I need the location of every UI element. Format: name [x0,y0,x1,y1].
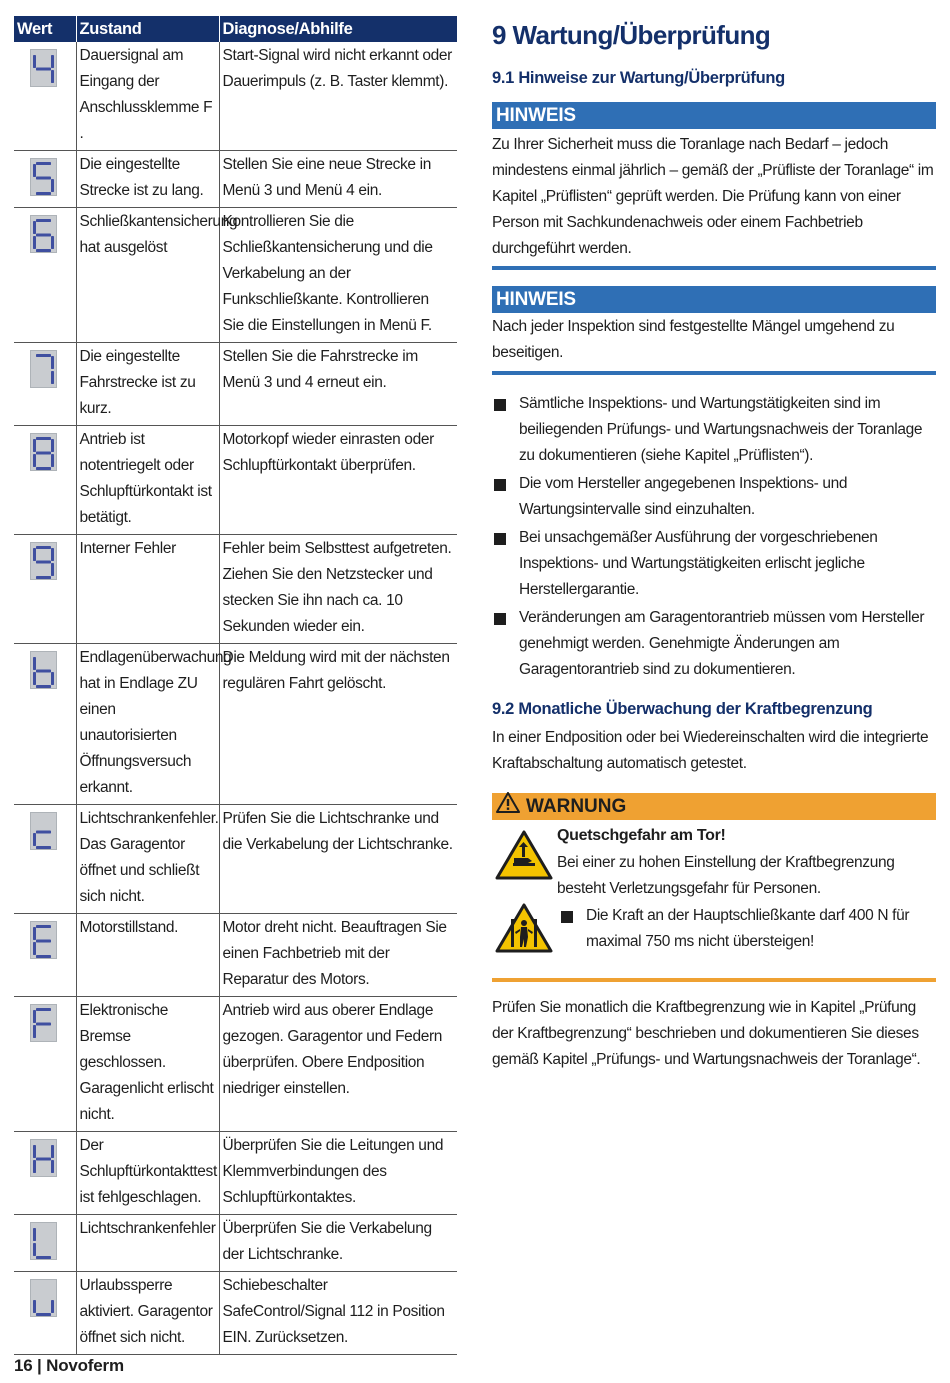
page-footer: 16 | Novoferm [14,1356,124,1375]
maintenance-bullet-list [492,391,932,683]
lcd-digit-icon [30,49,57,87]
cell-zustand: Lichtschrankenfehler [76,1215,219,1272]
cell-diagnose: Stellen Sie die Fahrstrecke im Menü 3 und 4 erneut ein. [219,343,457,426]
cell-zustand: Urlaubssperre aktiviert. Garagentor öffnet sich nicht. [76,1272,219,1355]
cell-diagnose: Kontrollieren Sie die Schließkantensicherung und die Verkabelung an der Funkschließkante. Kontrollieren Sie die Einstellungen in Menü F. [219,208,457,343]
bullet-text: Sämtliche Inspektions- und Wartungstätigkeiten sind im beiliegenden Prüfungs- und Wartungsnachweis der Toranlage zu dokumentieren (siehe Kapitel „Prüflisten“). [519,395,923,464]
table-row [14,914,457,997]
warning-header [492,793,936,820]
cell-diagnose: Überprüfen Sie die Verkabelung der Lichtschranke. [219,1215,457,1272]
table-row [14,151,457,208]
table-row [14,1272,457,1355]
column-header-wert: Wert [14,16,76,42]
paragraph-force-test: In einer Endposition oder bei Wiedereinschalten wird die integrierte Kraftabschaltung automatisch getestet. [492,729,929,772]
lcd-digit-icon [30,215,57,253]
lcd-digit-icon [30,1004,57,1042]
list-item [492,525,932,603]
table-row [14,343,457,426]
note-label: HINWEIS [492,102,936,129]
bullet-square-icon [494,613,506,625]
lcd-digit-icon [30,1139,57,1177]
paragraph-monthly-check: Prüfen Sie monatlich die Kraftbegrenzung wie in Kapitel „Prüfung der Kraftbegrenzung“ beschrieben und dokumentieren Sie dieses gemäß Kapitel „Prüfungs- und Wartungsnachweis der Toranlage“. [492,999,921,1068]
list-item [492,471,932,523]
warning-bullet-list [559,903,937,955]
table-row [14,805,457,914]
lcd-digit-icon [30,812,57,850]
note-label: HINWEIS [492,286,936,313]
bullet-square-icon [494,479,506,491]
table-row [14,1215,457,1272]
table-row [14,42,457,151]
note-text: Nach jeder Inspektion sind festgestellte Mängel umgehend zu beseitigen. [492,318,895,361]
cell-zustand: Interner Fehler [76,535,219,644]
warning-triangle-icon [496,792,520,821]
warning-body [492,820,936,978]
lcd-digit-icon [30,1222,57,1260]
maintenance-section [492,18,936,1073]
cell-wert [14,426,76,535]
cell-wert [14,208,76,343]
cell-zustand: Die eingestellte Strecke ist zu lang. [76,151,219,208]
note-divider [492,371,936,375]
fault-code-table-section [14,16,457,1355]
bullet-text: Bei unsachgemäßer Ausführung der vorgeschriebenen Inspektions- und Wartungstätigkeiten erlischt jegliche Herstellergarantie. [519,529,878,598]
cell-diagnose: Start-Signal wird nicht erkannt oder Dauerimpuls (z. B. Taster klemmt). [219,42,457,151]
table-body [14,42,457,1355]
cell-wert [14,343,76,426]
column-header-zustand: Zustand [76,16,219,42]
cell-wert [14,535,76,644]
note-text: Zu Ihrer Sicherheit muss die Toranlage nach Bedarf – jedoch mindestens einmal jährlich – gemäß der „Prüfliste der Toranlage“ im Kapitel „Prüflisten“ geprüft werden. Die Prüfung kann von einer Person mit Sachkundenachweis oder einem Fachbetrieb durchgeführt werden. [492,136,934,257]
cell-wert [14,805,76,914]
cell-wert [14,997,76,1132]
cell-diagnose: Stellen Sie eine neue Strecke in Menü 3 und Menü 4 ein. [219,151,457,208]
fault-code-table [14,16,457,1355]
cell-zustand: Motorstillstand. [76,914,219,997]
list-item [492,605,932,683]
warning-title: Quetschgefahr am Tor! [557,827,726,844]
cell-wert [14,42,76,151]
note-box-1 [492,102,936,270]
cell-diagnose: Schiebeschalter SafeControl/Signal 112 in Position EIN. Zurücksetzen. [219,1272,457,1355]
table-row [14,208,457,343]
bullet-square-icon [494,533,506,545]
table-row [14,535,457,644]
warning-label: WARNUNG [526,796,627,817]
bullet-square-icon [561,911,573,923]
cell-zustand: Die eingestellte Fahrstrecke ist zu kurz. [76,343,219,426]
table-row [14,997,457,1132]
warning-divider [492,978,936,982]
list-item [559,903,937,955]
table-row [14,1132,457,1215]
note-box-2 [492,286,936,375]
cell-diagnose: Fehler beim Selbsttest aufgetreten. Ziehen Sie den Netzstecker und stecken Sie ihn nach ca. 10 Sekunden wieder ein. [219,535,457,644]
lcd-digit-icon [30,921,57,959]
cell-wert [14,1272,76,1355]
cell-zustand: Elektronische Bremse geschlossen. Garagenlicht erlischt nicht. [76,997,219,1132]
lcd-digit-icon [30,158,57,196]
lcd-digit-icon [30,1279,57,1317]
warning-bullet-text: Die Kraft an der Hauptschließkante darf 400 N für maximal 750 ms nicht übersteigen! [586,907,910,950]
lcd-digit-icon [30,350,57,388]
cell-diagnose: Motor dreht nicht. Beauftragen Sie einen Fachbetrieb mit der Reparatur des Motors. [219,914,457,997]
cell-zustand: Der Schlupftürkontakttest ist fehlgeschlagen. [76,1132,219,1215]
column-header-diagnose: Diagnose/Abhilfe [219,16,457,42]
person-crush-warning-icon [495,903,553,958]
list-item [492,391,932,469]
cell-zustand: Schließkantensicherung hat ausgelöst [76,208,219,343]
cell-diagnose: Prüfen Sie die Lichtschranke und die Verkabelung der Lichtschranke. [219,805,457,914]
table-row [14,426,457,535]
table-header-row [14,16,457,42]
table-row [14,644,457,805]
note-divider [492,266,936,270]
warning-box [492,793,936,982]
subsection-title-9-1: 9.1 Hinweise zur Wartung/Überprüfung [492,69,785,87]
lcd-digit-icon [30,651,57,689]
cell-diagnose: Überprüfen Sie die Leitungen und Klemmverbindungen des Schlupftürkontaktes. [219,1132,457,1215]
cell-wert [14,1132,76,1215]
section-title: 9 Wartung/Überprüfung [492,20,771,50]
warning-text: Bei einer zu hohen Einstellung der Kraftbegrenzung besteht Verletzungsgefahr für Personen. [557,854,895,897]
subsection-title-9-2: 9.2 Monatliche Überwachung der Kraftbegrenzung [492,700,873,718]
cell-wert [14,1215,76,1272]
lcd-digit-icon [30,433,57,471]
cell-diagnose: Motorkopf wieder einrasten oder Schlupftürkontakt überprüfen. [219,426,457,535]
cell-wert [14,914,76,997]
bullet-square-icon [494,399,506,411]
cell-zustand: Endlagenüberwachung hat in Endlage ZU einen unautorisierten Öffnungsversuch erkannt. [76,644,219,805]
cell-zustand: Dauersignal am Eingang der Anschlussklemme F . [76,42,219,151]
hand-crush-warning-icon [495,830,553,885]
cell-zustand: Antrieb ist notentriegelt oder Schlupftürkontakt ist betätigt. [76,426,219,535]
lcd-digit-icon [30,542,57,580]
bullet-text: Die vom Hersteller angegebenen Inspektions- und Wartungsintervalle sind einzuhalten. [519,475,848,518]
cell-diagnose: Die Meldung wird mit der nächsten regulären Fahrt gelöscht. [219,644,457,805]
cell-zustand: Lichtschrankenfehler. Das Garagentor öffnet und schließt sich nicht. [76,805,219,914]
cell-wert [14,644,76,805]
cell-diagnose: Antrieb wird aus oberer Endlage gezogen. Garagentor und Federn überprüfen. Obere Endposition niedriger einstellen. [219,997,457,1132]
cell-wert [14,151,76,208]
bullet-text: Veränderungen am Garagentorantrieb müssen vom Hersteller genehmigt werden. Genehmigte Änderungen am Garagentorantrieb sind zu dokumentieren. [519,609,925,678]
